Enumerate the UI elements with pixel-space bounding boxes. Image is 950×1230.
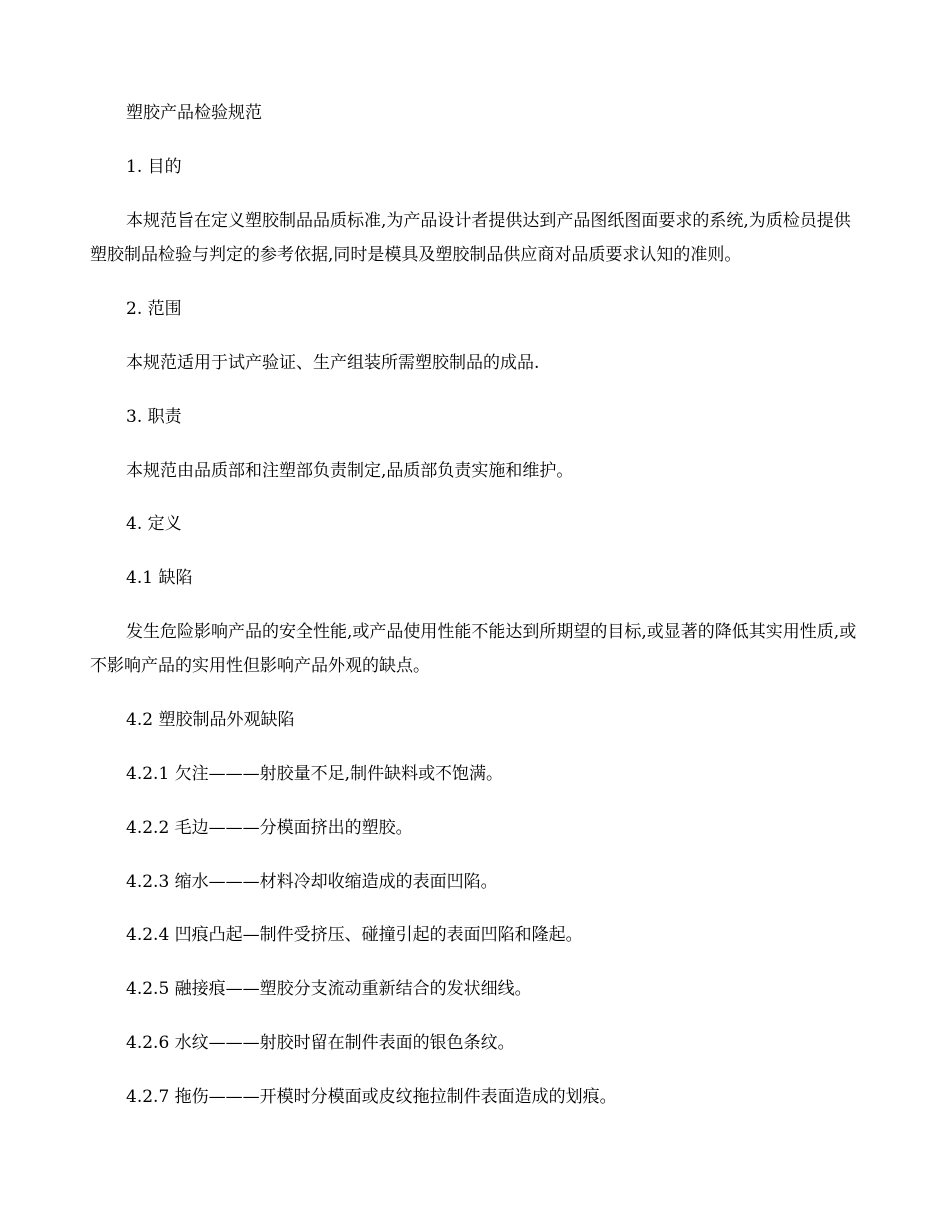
list-item: 4.2.4 凹痕凸起—制件受挤压、碰撞引起的表面凹陷和隆起。 [126, 925, 583, 945]
section-3-heading: 3. 职责 [126, 407, 182, 427]
section-2-body: 本规范适用于试产验证、生产组装所需塑胶制品的成品. [126, 353, 540, 373]
section-3-body: 本规范由品质部和注塑部负责制定,品质部负责实施和维护。 [126, 461, 574, 481]
list-item: 4.2.7 拖伤———开模时分模面或皮纹拖拉制件表面造成的划痕。 [126, 1087, 617, 1107]
section-4-1-heading: 4.1 缺陷 [126, 568, 193, 588]
list-item: 4.2.6 水纹———射胶时留在制件表面的银色条纹。 [126, 1033, 515, 1053]
list-item: 4.2.3 缩水———材料冷却收缩造成的表面凹陷。 [126, 872, 498, 892]
section-1-heading: 1. 目的 [126, 157, 182, 177]
section-2-heading: 2. 范围 [126, 299, 182, 319]
section-4-2-heading: 4.2 塑胶制品外观缺陷 [126, 710, 295, 730]
list-item: 4.2.1 欠注———射胶量不足,制件缺料或不饱满。 [126, 764, 504, 784]
list-item: 4.2.5 融接痕——塑胶分支流动重新结合的发状细线。 [126, 979, 532, 999]
document-title: 塑胶产品检验规范 [126, 103, 262, 123]
section-1-body: 本规范旨在定义塑胶制品品质标准,为产品设计者提供达到产品图纸图面要求的系统,为质检员提供塑胶制品检验与判定的参考依据,同时是模具及塑胶制品供应商对品质要求认知的准则。 [90, 211, 851, 265]
list-item: 4.2.2 毛边———分模面挤出的塑胶。 [126, 818, 413, 838]
section-4-1-body: 发生危险影响产品的安全性能,或产品使用性能不能达到所期望的目标,或显著的降低其实用性质,或不影响产品的实用性但影响产品外观的缺点。 [90, 622, 857, 676]
section-4-heading: 4. 定义 [126, 514, 182, 534]
